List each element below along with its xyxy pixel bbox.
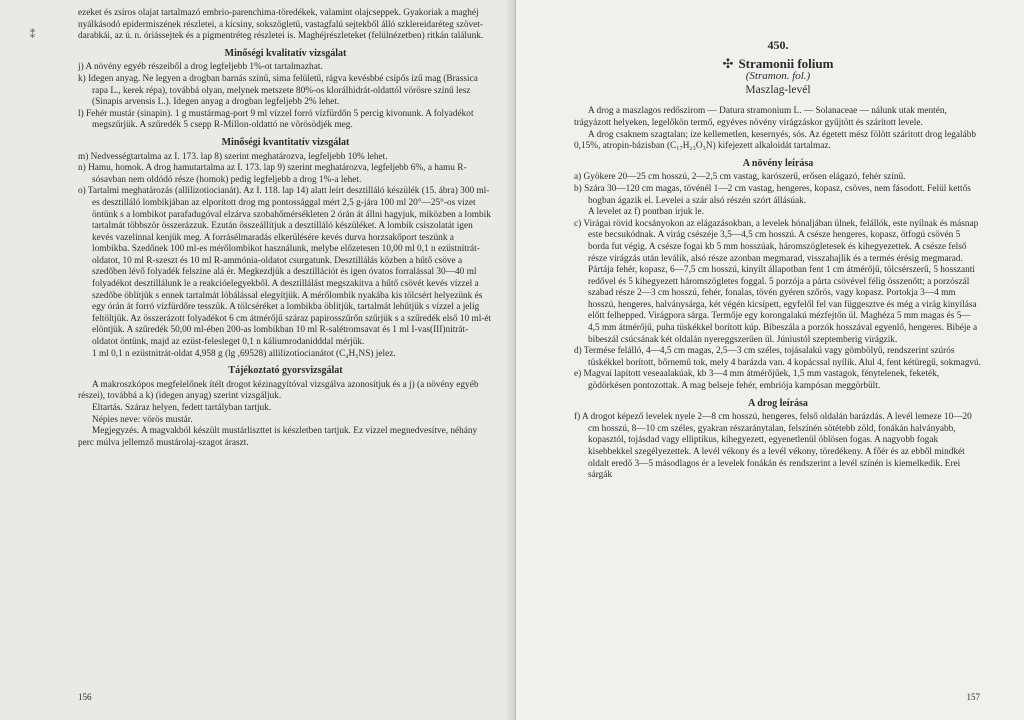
- item-m: m) Nedvességtartalma az I. 173. lap 8) szerint meghatározva, legfeljebb 10% lehet.: [78, 151, 388, 162]
- hungarian-title: Maszlag-levél: [745, 83, 811, 96]
- heading-quick-test: Tájékoztató gyorsvizsgálat: [228, 365, 343, 377]
- monograph-title: [574, 55, 982, 71]
- item-o-equivalence: 1 ml 0,1 n ezüstnitrát-oldat 4,958 g (lg ,69528) allilizotiocianátot (C₄H₅NS) jelez.: [92, 348, 396, 359]
- remark-paragraph: Megjegyzés. A magvakból készült mustárliszttet is készletben tartjuk. Ez vízzel megnedvesítve, néhány perc múlva jellemző mustárolaj-szagot áraszt.: [78, 426, 478, 448]
- item-e: e) Magvai lapított veseaalakúak, kb 3—4 mm átmérőjűek, 1,5 mm vastagok, fénytelenek, feketék, gödörkésen pontozottak. A mag belseje fehér, embriója kampósan meggörbült.: [574, 369, 940, 392]
- right-page: [515, 0, 1024, 720]
- folk-name-paragraph: Népies neve: vörös mustár.: [92, 414, 193, 425]
- item-c: c) Virágai rövid kocsányokon az elágazásokban, a levelek hónaljában ülnek, felállók, este nyílnak és másnap este becsukódnak. A virág csészéje 3,5—4,5 cm hosszú. A csésze hengeres, kopasz, ötfogú csövén 5 borda fut végig. A csésze fogai kb 5 mm hosszúak, háromszögletesek és kihegyezettek. A csésze felső része virágzás után leválik, alsó része azonban megmarad, visszahajlik és a termés érésig megmarad. Pártája fehér, kopasz, 6—7,5 cm hosszú, kinyílt állapotban fent 1 cm átmérőjű, tölcsérszerű, 5 hosszanti redővel és 5 kihegyezett háromszögletes foggal. 5 porzója a párta csövével félig összenőtt; a porzószál szabad része 2—3 cm hosszú, fehér, fonalas, tövén gyéren szőrös, vagy kopasz. Portokja 3—4 mm hosszú, hengeres, halványsárga, két végén kicsípett, egyfelől fel van függesztve és még a virág kinyílása előtt felhepped. Virágpora sárga. Termője egy korongalakú mézfejtőn ül. Maghéza 5 mm magas és 5—4,5 mm átmérőjű, puha tüskékkel borított kúp. Bibeszála a porzók hosszával egyenlő, hengeres. Bibéje a bibeszál csúcsának két oldalán nyereggszerűen ül. Júniustól szeptemberig virágzik.: [574, 218, 979, 345]
- heading-qualitative: Minőségi kvalitatív vizsgálat: [224, 47, 347, 59]
- heading-plant-description: A növény leírása: [742, 157, 814, 169]
- corner-mark: ⁑: [30, 30, 35, 41]
- storage-paragraph: Eltartás. Száraz helyen, fedett tartályban tartjuk.: [92, 403, 272, 413]
- item-b: b) Szára 30—120 cm magas, tövénél 1—2 cm vastag, hengeres, kopasz, csöves, nem fásodott. Felül kettős bogban ágazik el. Levelei a szár alsó részén szórt állásúak.: [574, 183, 971, 206]
- latin-abbreviation: (Stramon. fol.): [745, 70, 811, 83]
- cross-icon: ✣: [722, 55, 734, 71]
- monograph-title-text: Stramonii folium: [738, 55, 834, 71]
- heading-drug-description: A drog leírása: [748, 397, 808, 409]
- left-intro-paragraph: ezeket és zsíros olajat tartalmazó embrio-parenchima-töredékek, valamint olajcseppek. Gyakoriak a maghéj nyálkásodó epidermiszének részletei, a kicsiny, sokszögletű, vastagfalú sejtekből álló szklereidaréteg szövet-darabkái, az ú. n. óriássejtek és a pigmentréteg részletei is. Maghéjrészleteket (felülnézetben) ritkán találunk.: [78, 8, 484, 42]
- item-a: a) Gyökere 20—25 cm hosszú, 2—2,5 cm vastag, karószerű, erősen elágazó, fehér színű.: [574, 172, 906, 183]
- item-k: k) Idegen anyag. Ne legyen a drogban barnás színű, sima felületű, rágva kevésbbé csípős ízű mag (Brassica rapa L., kerek répa), továbbá olyan, melynek metszete 80%-os klorálhidrát-oldattól vörösre színű lesz (Sinapis arvensis L.). Idegen anyag a drogban legfeljebb 2% lehet.: [78, 73, 478, 108]
- right-intro-paragraph-2: A drog csaknem szagtalan; íze kellemetlen, kesernyés, sós. Az égetett mész fölött szárított drog legalább 0,15%, atropin-bázisban (C₁₇H₂₃O₃N) kifejezett alkaloidát tartalmaz.: [574, 129, 977, 152]
- item-n: n) Hamu, homok. A drog hamutartalma az I. 173. lap 9) szerint meghatározva, legfeljebb 6%, a hamu R-sósavban nem oldódó része (homok) pedig legfeljebb a drog 1%-a lehet.: [78, 163, 467, 185]
- leaf-reference: A levelet az f) pontban írjuk le.: [588, 207, 704, 218]
- item-j: j) A növény egyéb részeiből a drog legfeljebb 1%-ot tartalmazhat.: [78, 62, 323, 73]
- heading-quantitative: Minőségi kvantitatív vizsgálat: [221, 136, 350, 148]
- item-l: l) Fehér mustár (sinapin). 1 g mustármag-port 9 ml vízzel forró vízfürdőn 5 percig kivonunk. A folyadékot megszűrjük. A szűredék 5 csepp R-Millon-oldattó ne vörösödjék meg.: [78, 108, 474, 131]
- item-d: d) Termése felálló, 4—4,5 cm magas, 2,5—3 cm széles, tojásalakú vagy gömbölyű, rendszerint szúrós tüskékkel borított, bőrnemű tok, mely 4 barázda van. 4 kopácssal nyílik. Alul 4, fent kétüregű, sokmagvú.: [574, 346, 981, 368]
- right-intro-paragraph: A drog a maszlagos redőszirom — Datura stramonium L. — Solanaceae — nálunk utak mentén, trágyázott helyeken, legelőkön termő, egyéves növény virágzáskor gyűjtött és szárított levele.: [574, 106, 947, 128]
- page-number-left: 156: [78, 692, 92, 703]
- monograph-number: 450.: [767, 38, 789, 52]
- quick-test-paragraph: A makroszkópos megfelelőnek ítélt drogot kézinagyítóval vizsgálva azonosítjuk és a j) (a növény egyéb részei), továbbá a k) (idegen anyag) szerint vizsgáljuk.: [78, 379, 479, 402]
- page-number-right: 157: [966, 692, 980, 703]
- item-f: f) A drogot képező levelek nyele 2—8 cm hosszú, hengeres, felső oldalán barázdás. A levél lemeze 10—20 cm hosszú, 8—10 cm széles, gyakran részaránytalan, felszínén sötétebb zöld, fonákán halványabb, kopasztól, tojásdad vagy elliptikus, kihegyezett, egyenetlenül öblösen fogas. A nagyobb fogak kisebbekkel szegélyezettek. A levél vékony és a levél vékony, töredékeny. A főér és az ebből mindkét oldalt eredő 3—5 másodlagos ér a levelek fonákán és rendszerint a levél színén is kiemelkedik. Erei sárgák: [574, 412, 972, 481]
- item-o: o) Tartalmi meghatározás (allilizotiocianát). Az I. 118. lap 14) alatt leírt desztilláló készülék (15. ábra) 300 ml-es desztilláló lombikjában az elporított drog mg pontossággal mért 2,5 g-jára 100 ml 20°—25°-os vizet öntünk s a lombikot parafadugóval elzárva szobahőmérsékleten 2 órán át állni hagyjuk, miközben a lombik tartalmát többször összerázzuk. Ezután összeállítjuk a desztilláló készüléket. A lombik csiszolatát igen kevés vazelinnal kenjük meg. A forrásélmaradás elkerülésére kevés durva horzsakőport teszünk a lombikba. Szedőnek 100 ml-es mérőlombikot használunk, melybe előzetesen 10,00 ml 0,1 n ezüstnitrát-oldatot, 10 ml R-szeszt és 10 ml R-ammónia-oldatot csurgatunk. Desztillálás közben a hűtő csöve a szedőben lévő folyadék felszíne alá ér. Megkezdjük a desztillációt és igen óvatos forralással 30—40 ml folyadékot desztillálunk le a reakcióelegyekből. A desztillálást megszakítva a hűtő csövét kevés vízzel a szedőbe öblítjük s ennek tartalmát lóbálással elegyítjük. A mérőlombik nyakába kis tölcsért helyezünk és egy órán át forró vízfürdőre tesszük. A tölcséréket a lombikba öblítjük, tartalmát lehűtjük s vízzel a jelig feltöltjük. Az összerázott folyadékot 6 cm átmérőjű száraz papírosszűrőn szűrjük s a szűredék első 10 ml-ét elöntjük. A szűredék 50,00 ml-ében 200-as lombikban 10 ml R-salétromsavat és 1 ml I-vas(III)nitrát-oldatot öntünk, majd az ezüst-felesleget 0,1 n káliumrodanidddal mérjük.: [78, 186, 492, 348]
